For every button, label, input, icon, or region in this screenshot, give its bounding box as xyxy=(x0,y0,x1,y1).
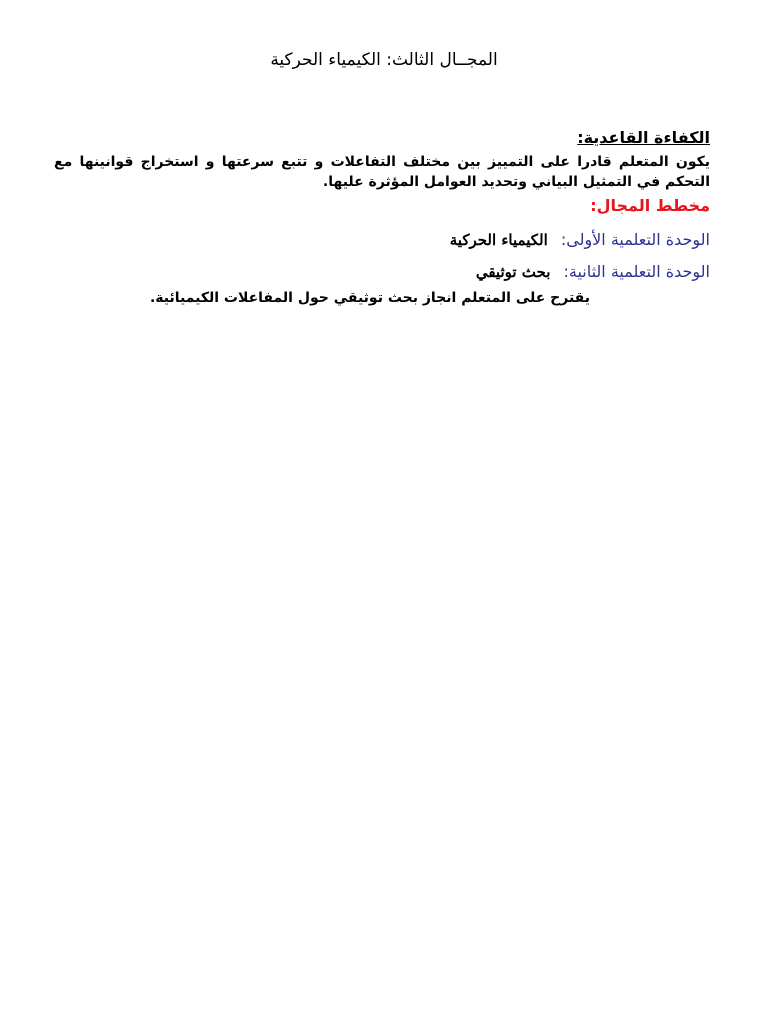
unit-one xyxy=(450,230,710,249)
competency-text: يكون المتعلم قادرا على التمييز بين مختلف التفاعلات و تتبع سرعتها و استخراج قوانينها مع التحكم في التمثيل البياني وتحديد العوامل المؤثرة عليها. xyxy=(54,154,710,190)
unit-one-label: الوحدة التعلمية الأولى: xyxy=(560,230,710,249)
suggestion-text: يقترح على المتعلم انجاز بحث توثيقي حول المفاعلات الكيميائية. xyxy=(149,290,590,306)
competency-heading: الكفاءة القاعدية: xyxy=(577,128,710,147)
unit-one-value: الكيمياء الحركية xyxy=(449,231,548,249)
unit-two-label: الوحدة التعلمية الثانية: xyxy=(563,262,710,281)
unit-two-value: بحث توثيقي xyxy=(475,263,551,281)
unit-two xyxy=(476,262,710,281)
plan-heading: مخطط المجال: xyxy=(590,196,710,215)
page-title: المجــال الثالث: الكيمياء الحركية xyxy=(270,50,498,70)
